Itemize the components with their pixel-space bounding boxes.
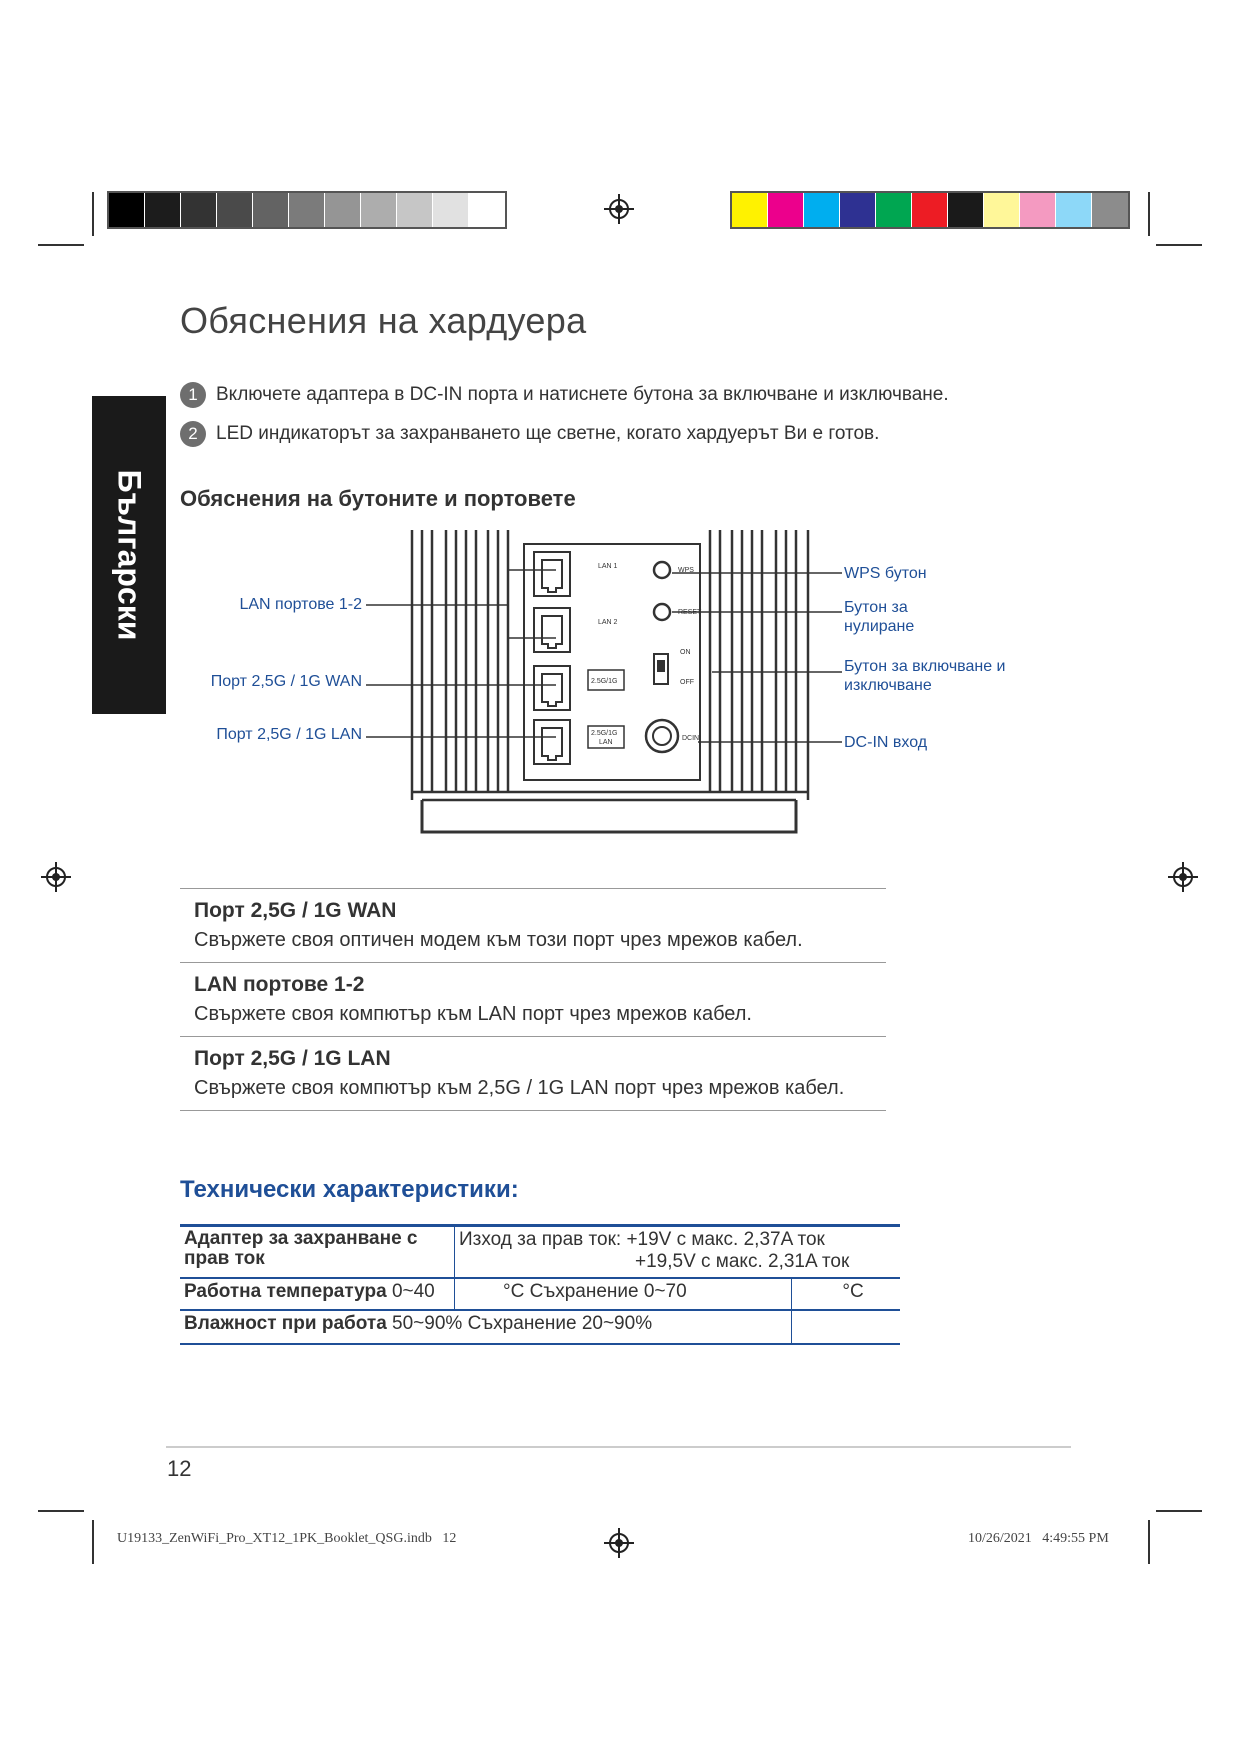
- port-description-row: [180, 888, 886, 962]
- spec-row: [180, 1310, 900, 1344]
- step-number-badge: 2: [180, 421, 206, 447]
- spec-row: [180, 1278, 900, 1310]
- page-title: Обяснения на хардуера: [180, 300, 587, 341]
- power-button-callout: Бутон за включване и изключване: [844, 658, 1006, 694]
- spec-value: 0~40: [391, 1280, 435, 1302]
- port-description-row: [180, 962, 886, 1036]
- section-subheading: Обяснения на бутоните и портовете: [180, 486, 576, 511]
- spec-value: °C: [842, 1280, 864, 1302]
- crop-mark: [1148, 1520, 1150, 1564]
- crop-mark: [92, 1520, 94, 1564]
- lan1-port-label: LAN 1: [598, 563, 618, 570]
- step-number-badge: 1: [180, 382, 206, 408]
- footer-divider: [166, 1446, 1071, 1448]
- wps-button-label: WPS: [678, 567, 694, 574]
- lan2-port-label: LAN 2: [598, 619, 618, 626]
- spec-row: [180, 1226, 900, 1278]
- step-text: LED индикаторът за захранването ще светне, когато хардуерът Ви е готов.: [216, 423, 880, 444]
- wan-port-label: Порт 2,5G / 1G WAN: [210, 673, 362, 690]
- port-description-table: [180, 888, 886, 1111]
- page-number: 12: [167, 1456, 192, 1481]
- off-switch-label: OFF: [680, 679, 694, 686]
- lan-ports-label: LAN портове 1-2: [239, 596, 362, 613]
- on-switch-label: ON: [680, 649, 691, 656]
- print-slug-filename: U19133_ZenWiFi_Pro_XT12_1PK_Booklet_QSG.indb 12: [117, 1531, 457, 1546]
- lan-tag-label: LAN: [599, 739, 613, 746]
- specs-table: [180, 1224, 900, 1345]
- port-name: Порт 2,5G / 1G LAN: [194, 1047, 391, 1070]
- port-description: Свържете своя компютър към 2,5G / 1G LAN порт чрез мрежов кабел.: [194, 1077, 845, 1099]
- reset-button-label: RESET: [678, 609, 702, 616]
- reset-button-callout: Бутон за нулиране: [844, 599, 915, 635]
- spec-label: Влажност при работа: [184, 1312, 387, 1334]
- spec-label: Работна температура: [184, 1280, 387, 1302]
- port-name: Порт 2,5G / 1G WAN: [194, 899, 397, 922]
- lan-tag-label: 2.5G/1G: [591, 730, 618, 737]
- print-slug-date: 10/26/2021 4:49:55 PM: [968, 1531, 1109, 1546]
- spec-value: °C Съхранение 0~70: [503, 1280, 687, 1302]
- step-text: Включете адаптера в DC-IN порта и натиснете бутона за включване и изключване.: [216, 384, 949, 405]
- spec-value: Изход за прав ток: +19V с макс. 2,37A ток: [459, 1229, 825, 1250]
- registration-mark-icon: [604, 1528, 634, 1558]
- lan-25g-port-label: Порт 2,5G / 1G LAN: [216, 726, 362, 743]
- port-name: LAN портове 1-2: [194, 973, 365, 996]
- specs-heading: Технически характеристики:: [180, 1176, 519, 1203]
- dcin-callout: DC-IN вход: [844, 734, 928, 751]
- port-description-row: [180, 1036, 886, 1111]
- spec-value: +19,5V с макс. 2,31A ток: [635, 1251, 850, 1272]
- language-label: Български: [111, 469, 148, 641]
- port-description: Свържете своя оптичен модем към този порт чрез мрежов кабел.: [194, 929, 803, 951]
- crop-mark: [1156, 1510, 1202, 1512]
- spec-value: 50~90% Съхранение 20~90%: [392, 1312, 653, 1334]
- wps-button-callout: WPS бутон: [844, 565, 927, 582]
- dcin-port-label: DCIN: [682, 735, 700, 742]
- spec-label: Адаптер за захранване с прав ток: [184, 1228, 418, 1269]
- port-description: Свържете своя компютър към LAN порт чрез мрежов кабел.: [194, 1003, 752, 1025]
- wan-tag-label: 2.5G/1G: [591, 678, 618, 685]
- crop-mark: [38, 1510, 84, 1512]
